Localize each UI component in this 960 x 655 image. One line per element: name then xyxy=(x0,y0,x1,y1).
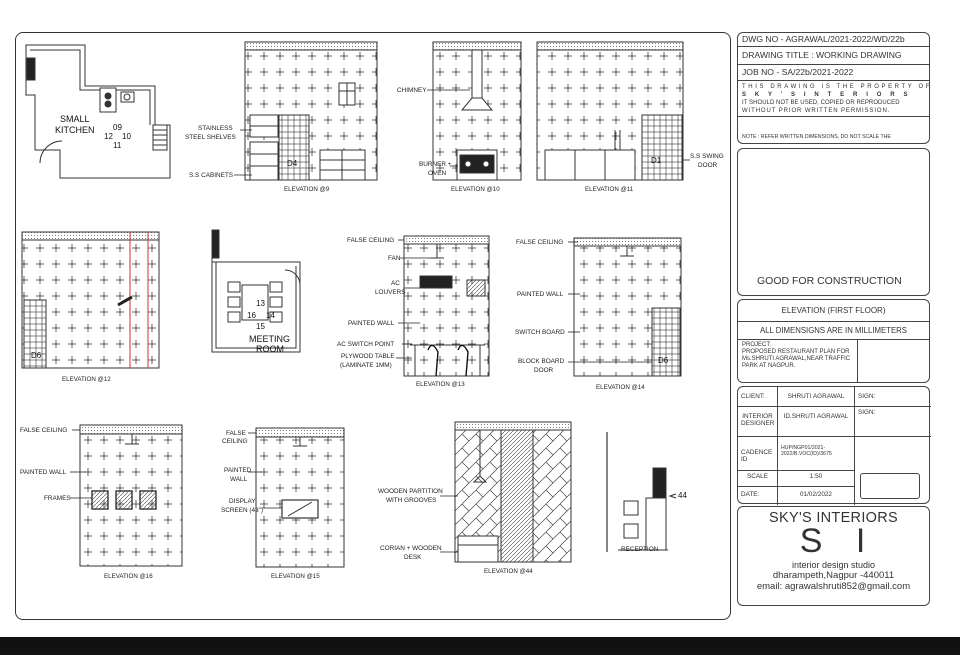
kitchen-label-line2: KITCHEN xyxy=(55,125,95,135)
e12-door-tag: D6 xyxy=(31,351,42,360)
e16-caption: ELEVATION @16 xyxy=(104,573,153,580)
project-info: PROJECT: PROPOSED RESTAURANT PLAN FOR Ms.SHRUTI AGRAWAL,NEAR TRAFFIC PARK AT NAGPUR. xyxy=(738,340,858,382)
kitchen-tag-12: 12 xyxy=(104,132,113,141)
e11-door-tag: D1 xyxy=(651,156,662,165)
note-line-1: NOTE : REFER WRITTEN DIMENSIONS, DO NOT SCALE THE xyxy=(742,134,891,140)
kitchen-label-line1: SMALL xyxy=(60,114,90,124)
e15-label-painted-wall-2: WALL xyxy=(230,476,248,483)
e44-label-partition-2: WITH GROOVES xyxy=(386,497,437,504)
e15-label-screen-2: SCREEN (43") xyxy=(221,507,264,514)
e9-door-tag: D4 xyxy=(287,159,298,168)
e15-label-false-ceiling-1: FALSE xyxy=(226,430,246,437)
e14-label-block-board-1: BLOCK BOARD xyxy=(518,358,565,365)
e14-label-switch-board: SWITCH BOARD xyxy=(515,329,565,336)
kitchen-tag-10: 10 xyxy=(122,132,131,141)
designer-sign-label: SIGN: xyxy=(855,407,931,437)
elevation-9 xyxy=(245,42,377,180)
elevation-16 xyxy=(80,425,182,566)
e14-label-block-board-2: DOOR xyxy=(534,367,554,374)
e16-label-painted-wall: PAINTED WALL xyxy=(20,469,67,476)
e9-label-shelves-2: STEEL SHELVES xyxy=(185,134,236,141)
elevation-15 xyxy=(256,428,344,567)
e44-label-partition-1: WOODEN PARTITION xyxy=(378,488,443,495)
e13-label-fan: FAN xyxy=(388,255,401,262)
bottom-bar xyxy=(0,637,960,655)
e13-label-painted-wall: PAINTED WALL xyxy=(348,320,395,327)
reception-plan xyxy=(607,432,676,552)
e15-label-screen-1: DISPLAY xyxy=(229,498,256,505)
scale-value: 1:50 xyxy=(778,471,855,487)
e9-label-cabinets: S.S CABINETS xyxy=(189,172,234,179)
dimension-note: ALL DIMENSIGNS ARE IN MILLIMETERS xyxy=(738,322,929,340)
studio-email[interactable]: email: agrawalshruti852@gmail.com xyxy=(756,581,911,592)
date-value: 01/02/2022 xyxy=(778,487,855,505)
studio-tagline: interior design studio xyxy=(791,560,876,570)
e15-caption: ELEVATION @15 xyxy=(271,573,320,580)
sign-box-wrap xyxy=(855,471,931,487)
e10-label-burner-1: BURNER + xyxy=(419,161,452,168)
title-block-header xyxy=(737,32,933,144)
e9-caption: ELEVATION @9 xyxy=(284,186,330,193)
e13-label-false-ceiling: FALSE CEILING xyxy=(347,237,395,244)
studio-monogram: S I xyxy=(799,522,878,560)
e13-label-ac: AC xyxy=(391,280,400,287)
cadence-label: CADENCE ID xyxy=(738,437,778,471)
reception-tag: 44 xyxy=(678,491,687,500)
meeting-room-label-1: MEETING xyxy=(249,334,291,344)
e13-label-table-1: PLYWOOD TABLE xyxy=(341,353,395,360)
elevation-44 xyxy=(455,422,571,562)
sign-space xyxy=(855,437,931,471)
designer-value: ID.SHRUTI AGRAWAL xyxy=(778,407,855,437)
designer-label: INTERIOR DESIGNER xyxy=(738,407,778,437)
property-notice xyxy=(738,81,933,117)
elevation-info-box xyxy=(737,299,930,383)
client-info-box xyxy=(737,386,930,504)
kitchen-plan xyxy=(26,45,170,178)
meeting-tag-14: 14 xyxy=(266,311,275,320)
job-no: JOB NO - SA/22b/2021-2022 xyxy=(738,65,929,81)
signature-box xyxy=(860,473,920,499)
property-line-1: THIS DRAWING IS THE PROPERTY OF xyxy=(742,84,933,90)
meeting-room-label-2: ROOM xyxy=(256,344,284,354)
e13-label-table-2: (LAMINATE 1MM) xyxy=(340,362,392,369)
e44-label-desk-2: DESK xyxy=(404,554,422,561)
e15-label-painted-wall-1: PAINTED xyxy=(224,467,252,474)
studio-box xyxy=(737,506,930,606)
meeting-tag-15: 15 xyxy=(256,322,265,331)
e44-caption: ELEVATION @44 xyxy=(484,568,533,575)
kitchen-tag-11: 11 xyxy=(113,141,122,150)
elevation-13 xyxy=(404,236,489,376)
cadence-value: HUP/NGP01/2021-2022/B.VOC(ID)/3675 xyxy=(778,437,855,471)
e15-label-false-ceiling-2: CEILING xyxy=(222,438,248,445)
e14-door-tag: D6 xyxy=(658,356,669,365)
construction-stamp: GOOD FOR CONSTRUCTION xyxy=(757,275,902,287)
e9-label-shelves-1: STAINLESS xyxy=(198,125,233,132)
kitchen-tag-09: 09 xyxy=(113,123,122,132)
e12-caption: ELEVATION @12 xyxy=(62,376,111,383)
e11-label-door-1: S.S SWING xyxy=(690,153,724,160)
e11-caption: ELEVATION @11 xyxy=(585,186,634,193)
e16-label-false-ceiling: FALSE CEILING xyxy=(20,427,68,434)
client-value: SHRUTI AGRAWAL xyxy=(778,387,855,407)
property-line-3: IT SHOULD NOT BE USED, COPIED OR REPRODUCED xyxy=(742,100,900,106)
e11-label-door-2: DOOR xyxy=(698,162,718,169)
client-label: CLIENT: xyxy=(738,387,778,407)
reception-label: RECEPTION xyxy=(621,546,659,553)
scale-label: SCALE xyxy=(738,471,778,487)
dwg-no: DWG NO - AGRAWAL/2021-2022/WD/22b xyxy=(738,33,929,47)
elevation-12 xyxy=(22,232,159,368)
studio-address: dharampeth,Nagpur -440011 xyxy=(772,570,895,581)
e10-caption: ELEVATION @10 xyxy=(451,186,500,193)
e14-label-painted-wall: PAINTED WALL xyxy=(517,291,564,298)
note xyxy=(738,117,929,139)
e44-label-desk-1: CORIAN + WOODEN xyxy=(380,545,442,552)
e10-label-chimney: CHIMNEY xyxy=(397,87,427,94)
e13-caption: ELEVATION @13 xyxy=(416,381,465,388)
client-sign-label: SIGN: xyxy=(855,387,931,407)
drawing-title: DRAWING TITLE : WORKING DRAWING xyxy=(738,47,929,65)
elevation-10 xyxy=(433,42,521,180)
date-label: DATE: xyxy=(738,487,778,505)
construction-stamp-box xyxy=(737,148,930,296)
e14-label-false-ceiling: FALSE CEILING xyxy=(516,239,564,246)
e13-label-switch: AC SWITCH POINT xyxy=(337,341,395,348)
meeting-tag-16: 16 xyxy=(247,311,256,320)
e13-label-louvers: LOUVERS xyxy=(375,289,406,296)
e14-caption: ELEVATION @14 xyxy=(596,384,645,391)
property-line-4: WITHOUT PRIOR WRITTEN PERMISSION. xyxy=(742,108,891,114)
property-line-2: S K Y ' S I N T E R I O R S xyxy=(742,92,912,98)
meeting-tag-13: 13 xyxy=(256,299,265,308)
elevation-floor: ELEVATION (FIRST FLOOR) xyxy=(738,300,929,322)
studio-name: SKY'S INTERIORS xyxy=(769,510,898,526)
e16-label-frames: FRAMES xyxy=(44,495,71,502)
e10-label-burner-2: OVEN xyxy=(428,170,447,177)
